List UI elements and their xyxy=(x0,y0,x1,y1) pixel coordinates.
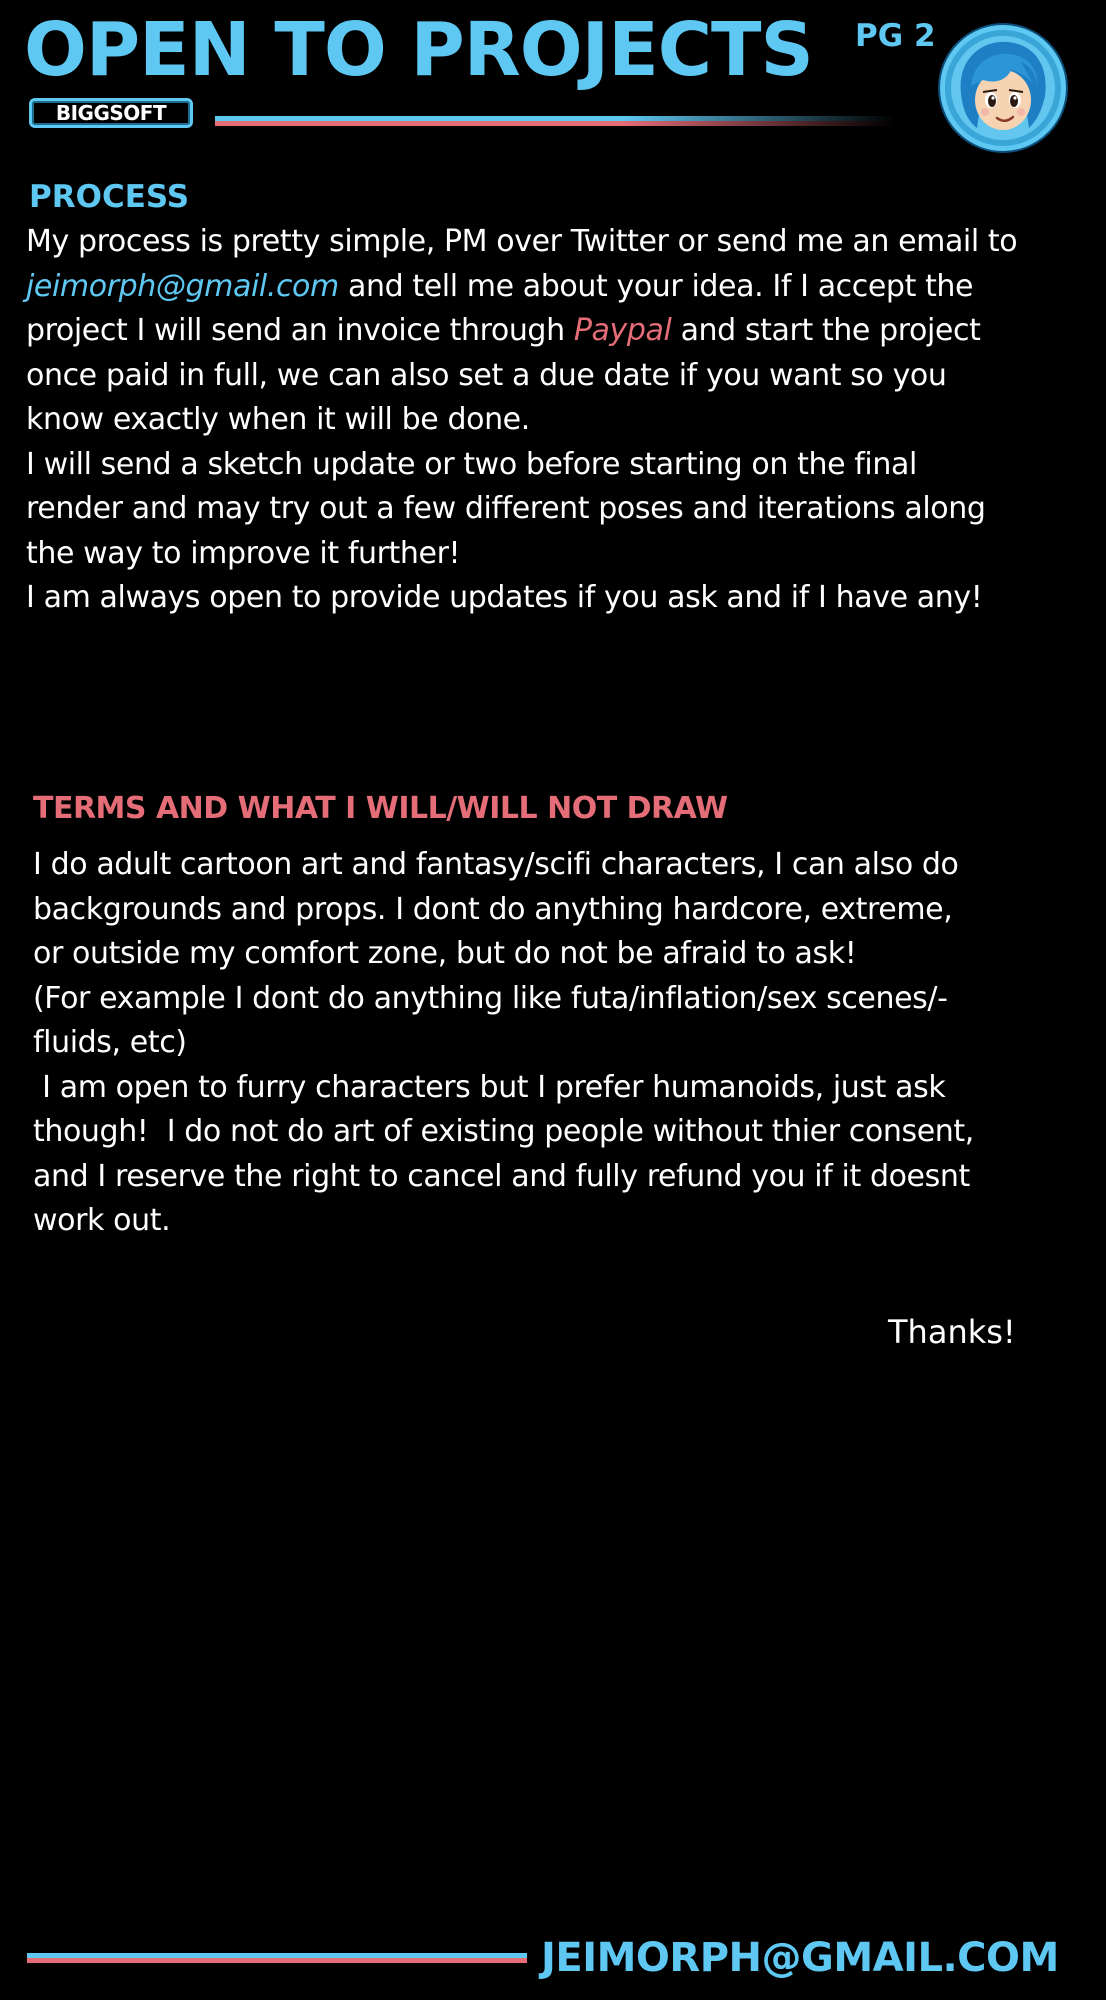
biggsoft-logo xyxy=(29,98,193,128)
footer-divider-pink xyxy=(27,1958,527,1963)
process-line: My process is pretty simple, PM over Twitter or send me an email to xyxy=(26,224,1018,259)
process-line: once paid in full, we can also set a due date if you want so you xyxy=(26,357,947,393)
process-line-text: project I will send an invoice through xyxy=(26,313,565,348)
process-line: render and may try out a few different poses and iterations along xyxy=(26,491,986,526)
terms-heading: TERMS AND WHAT I WILL/WILL NOT DRAW xyxy=(33,791,728,826)
terms-line: (For example I dont do anything like futa/inflation/sex scenes/- xyxy=(33,980,948,1016)
process-line xyxy=(26,265,1017,310)
page-number: PG 2 xyxy=(855,18,936,54)
terms-line: I do adult cartoon art and fantasy/scifi characters, I can also do xyxy=(33,847,959,882)
thanks-text: Thanks! xyxy=(888,1313,1016,1351)
email-link[interactable]: jeimorph@gmail.com xyxy=(26,268,339,304)
process-line xyxy=(26,309,1017,354)
process-line: know exactly when it will be done. xyxy=(26,402,530,437)
header-divider-pink xyxy=(215,121,895,126)
terms-paragraph xyxy=(33,843,974,1244)
header-divider xyxy=(215,116,895,126)
terms-line: or outside my comfort zone, but do not be afraid to ask! xyxy=(33,936,857,971)
terms-line: though! I do not do art of existing people without thier consent, xyxy=(33,1114,974,1149)
terms-line: backgrounds and props. I dont do anything hardcore, extreme, xyxy=(33,891,953,927)
footer-email[interactable]: JEIMORPH@GMAIL.COM xyxy=(541,1935,1059,1981)
footer-divider xyxy=(27,1953,527,1963)
process-heading: PROCESS xyxy=(29,179,190,215)
terms-line: I am open to furry characters but I prefer humanoids, just ask xyxy=(33,1069,946,1105)
logo-text: BIGGSOFT xyxy=(55,101,167,125)
terms-line: and I reserve the right to cancel and fully refund you if it doesnt xyxy=(33,1158,970,1194)
page-title: OPEN TO PROJECTS xyxy=(24,7,813,93)
process-paragraph xyxy=(26,220,1017,621)
process-line: the way to improve it further! xyxy=(26,535,461,571)
terms-line: fluids, etc) xyxy=(33,1025,187,1060)
process-line-text: and tell me about your idea. If I accept the xyxy=(347,268,974,304)
process-line: I will send a sketch update or two before starting on the final xyxy=(26,446,917,482)
process-line-text: and start the project xyxy=(680,313,981,348)
cartoon-girl-avatar-icon xyxy=(937,22,1069,154)
terms-line: work out. xyxy=(33,1203,171,1238)
paypal-link[interactable]: Paypal xyxy=(573,313,672,348)
process-line: I am always open to provide updates if you ask and if I have any! xyxy=(26,580,983,615)
